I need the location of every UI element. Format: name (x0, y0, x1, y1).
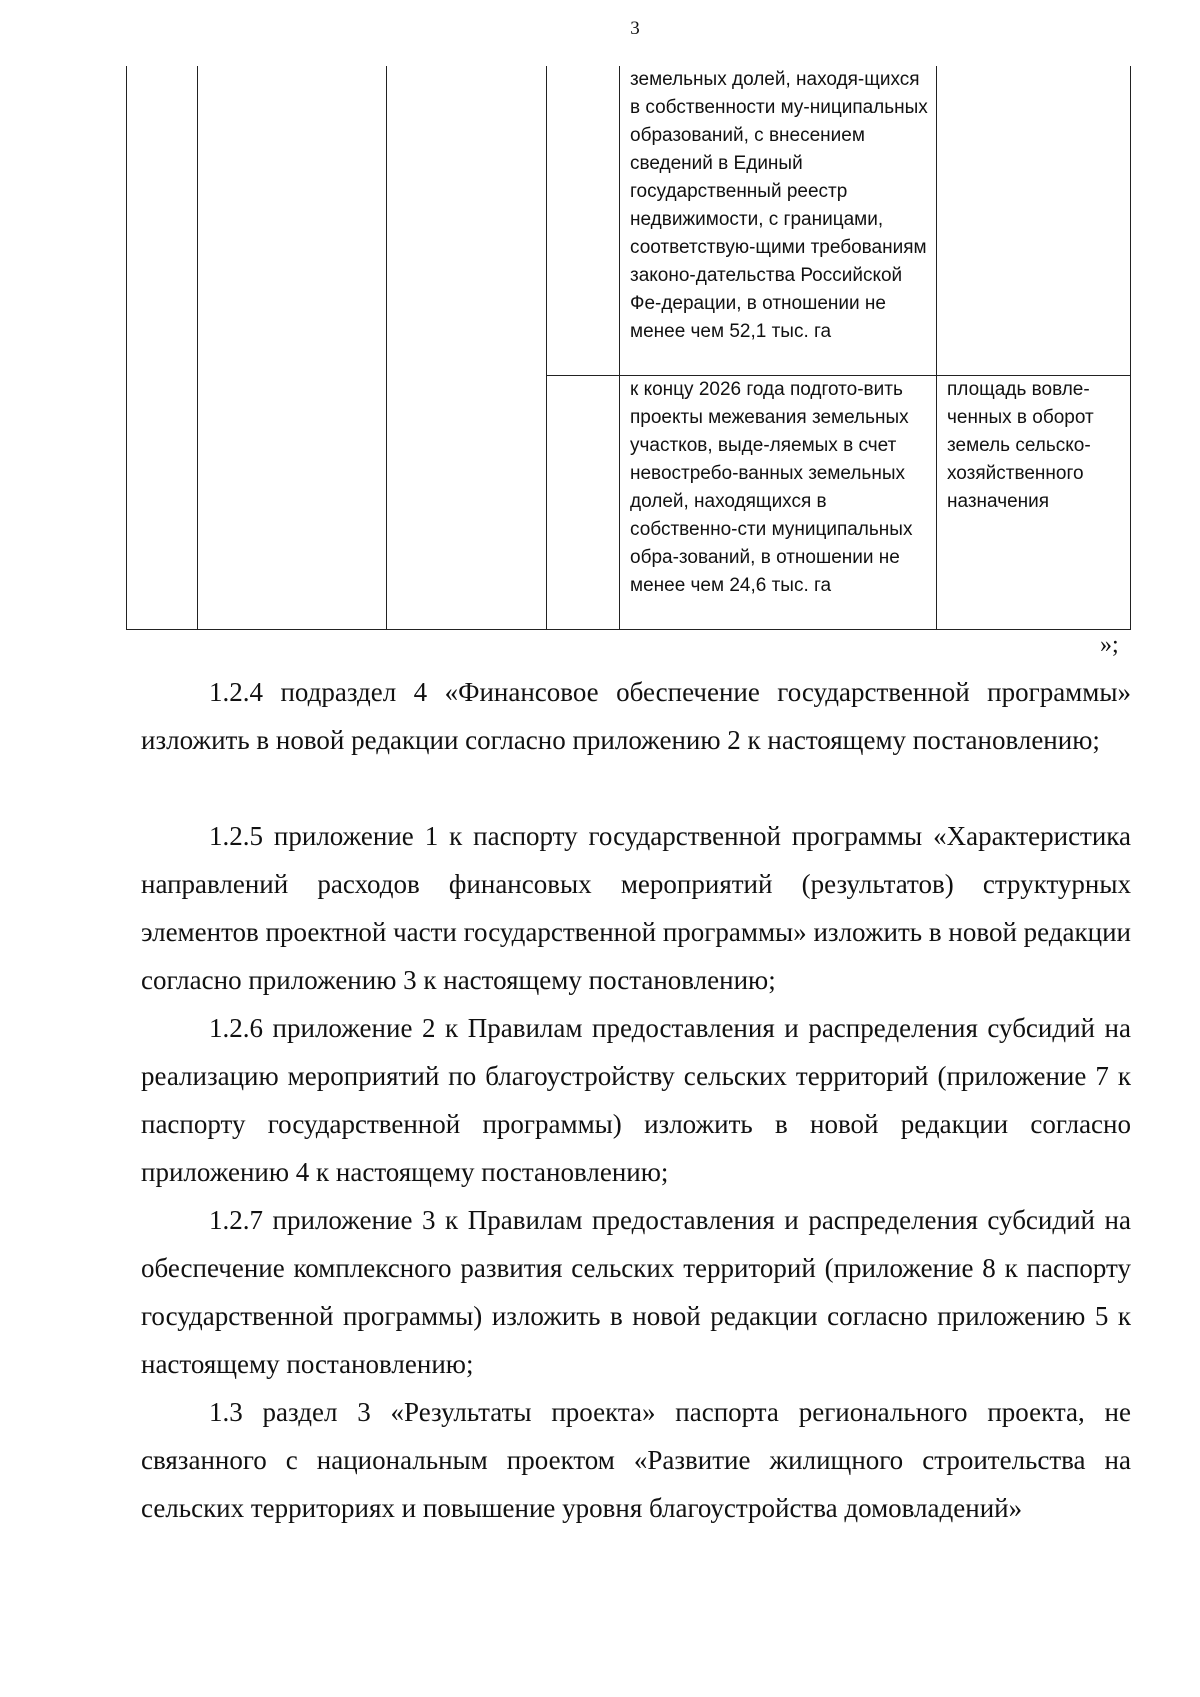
table-cell-code (547, 375, 620, 629)
table-cell-executor (387, 66, 547, 375)
paragraph-1-2-6: 1.2.6 приложение 2 к Правилам предоставления и распределения субсидий на реализацию мероприятий по благоустройству сельских территорий (приложение 7 к паспорту государственной программы) изложить в новой редакции согласно приложению 4 к настоящему постановлению; (141, 1013, 1131, 1187)
table-cell-result: земельных долей, находя-щихся в собственности му-ниципальных образований, с внесением сведений в Единый государственный реестр недвижимости, с границами, соответствую-щими требованиям законо-дательства Российской Фе-дерации, в отношении не менее чем 52,1 тыс. га (620, 66, 937, 375)
table-cell-task (198, 66, 387, 375)
table-row (127, 375, 1131, 629)
paragraph-1-3: 1.3 раздел 3 «Результаты проекта» паспорта регионального проекта, не связанного с национальным проектом «Развитие жилищного строительства на сельских территориях и повышение уровня благоустройства домовладений» (141, 1397, 1131, 1523)
table-cell-code (547, 66, 620, 375)
closing-quote-mark: »; (1100, 632, 1119, 658)
table-cell-indicator: площадь вовле-ченных в оборот земель сельско-хозяйственного назначения (937, 375, 1131, 629)
paragraph-1-2-5: 1.2.5 приложение 1 к паспорту государственной программы «Характеристика направлений расходов финансовых мероприятий (результатов) структурных элементов проектной части государственной программы» изложить в новой редакции согласно приложению 3 к настоящему постановлению; (141, 821, 1131, 995)
table-cell-result: к концу 2026 года подгото-вить проекты межевания земельных участков, выде-ляемых в счет невостребо-ванных земельных долей, находящихся в собственно-сти муниципальных обра-зований, в отношении не менее чем 24,6 тыс. га (620, 375, 937, 629)
table-row (127, 66, 1131, 375)
table-cell-number (127, 66, 198, 375)
paragraph-1-2-7: 1.2.7 приложение 3 к Правилам предоставления и распределения субсидий на обеспечение комплексного развития сельских территорий (приложение 8 к паспорту государственной программы) изложить в новой редакции согласно приложению 5 к настоящему постановлению; (141, 1205, 1131, 1379)
table-cell-indicator (937, 66, 1131, 375)
page-number: 3 (630, 18, 640, 39)
program-table (126, 66, 1131, 630)
paragraph-1-2-4: 1.2.4 подраздел 4 «Финансовое обеспечение государственной программы» изложить в новой редакции согласно приложению 2 к настоящему постановлению; (141, 677, 1131, 755)
table-cell-executor (387, 375, 547, 629)
table-cell-number (127, 375, 198, 629)
table-cell-task (198, 375, 387, 629)
